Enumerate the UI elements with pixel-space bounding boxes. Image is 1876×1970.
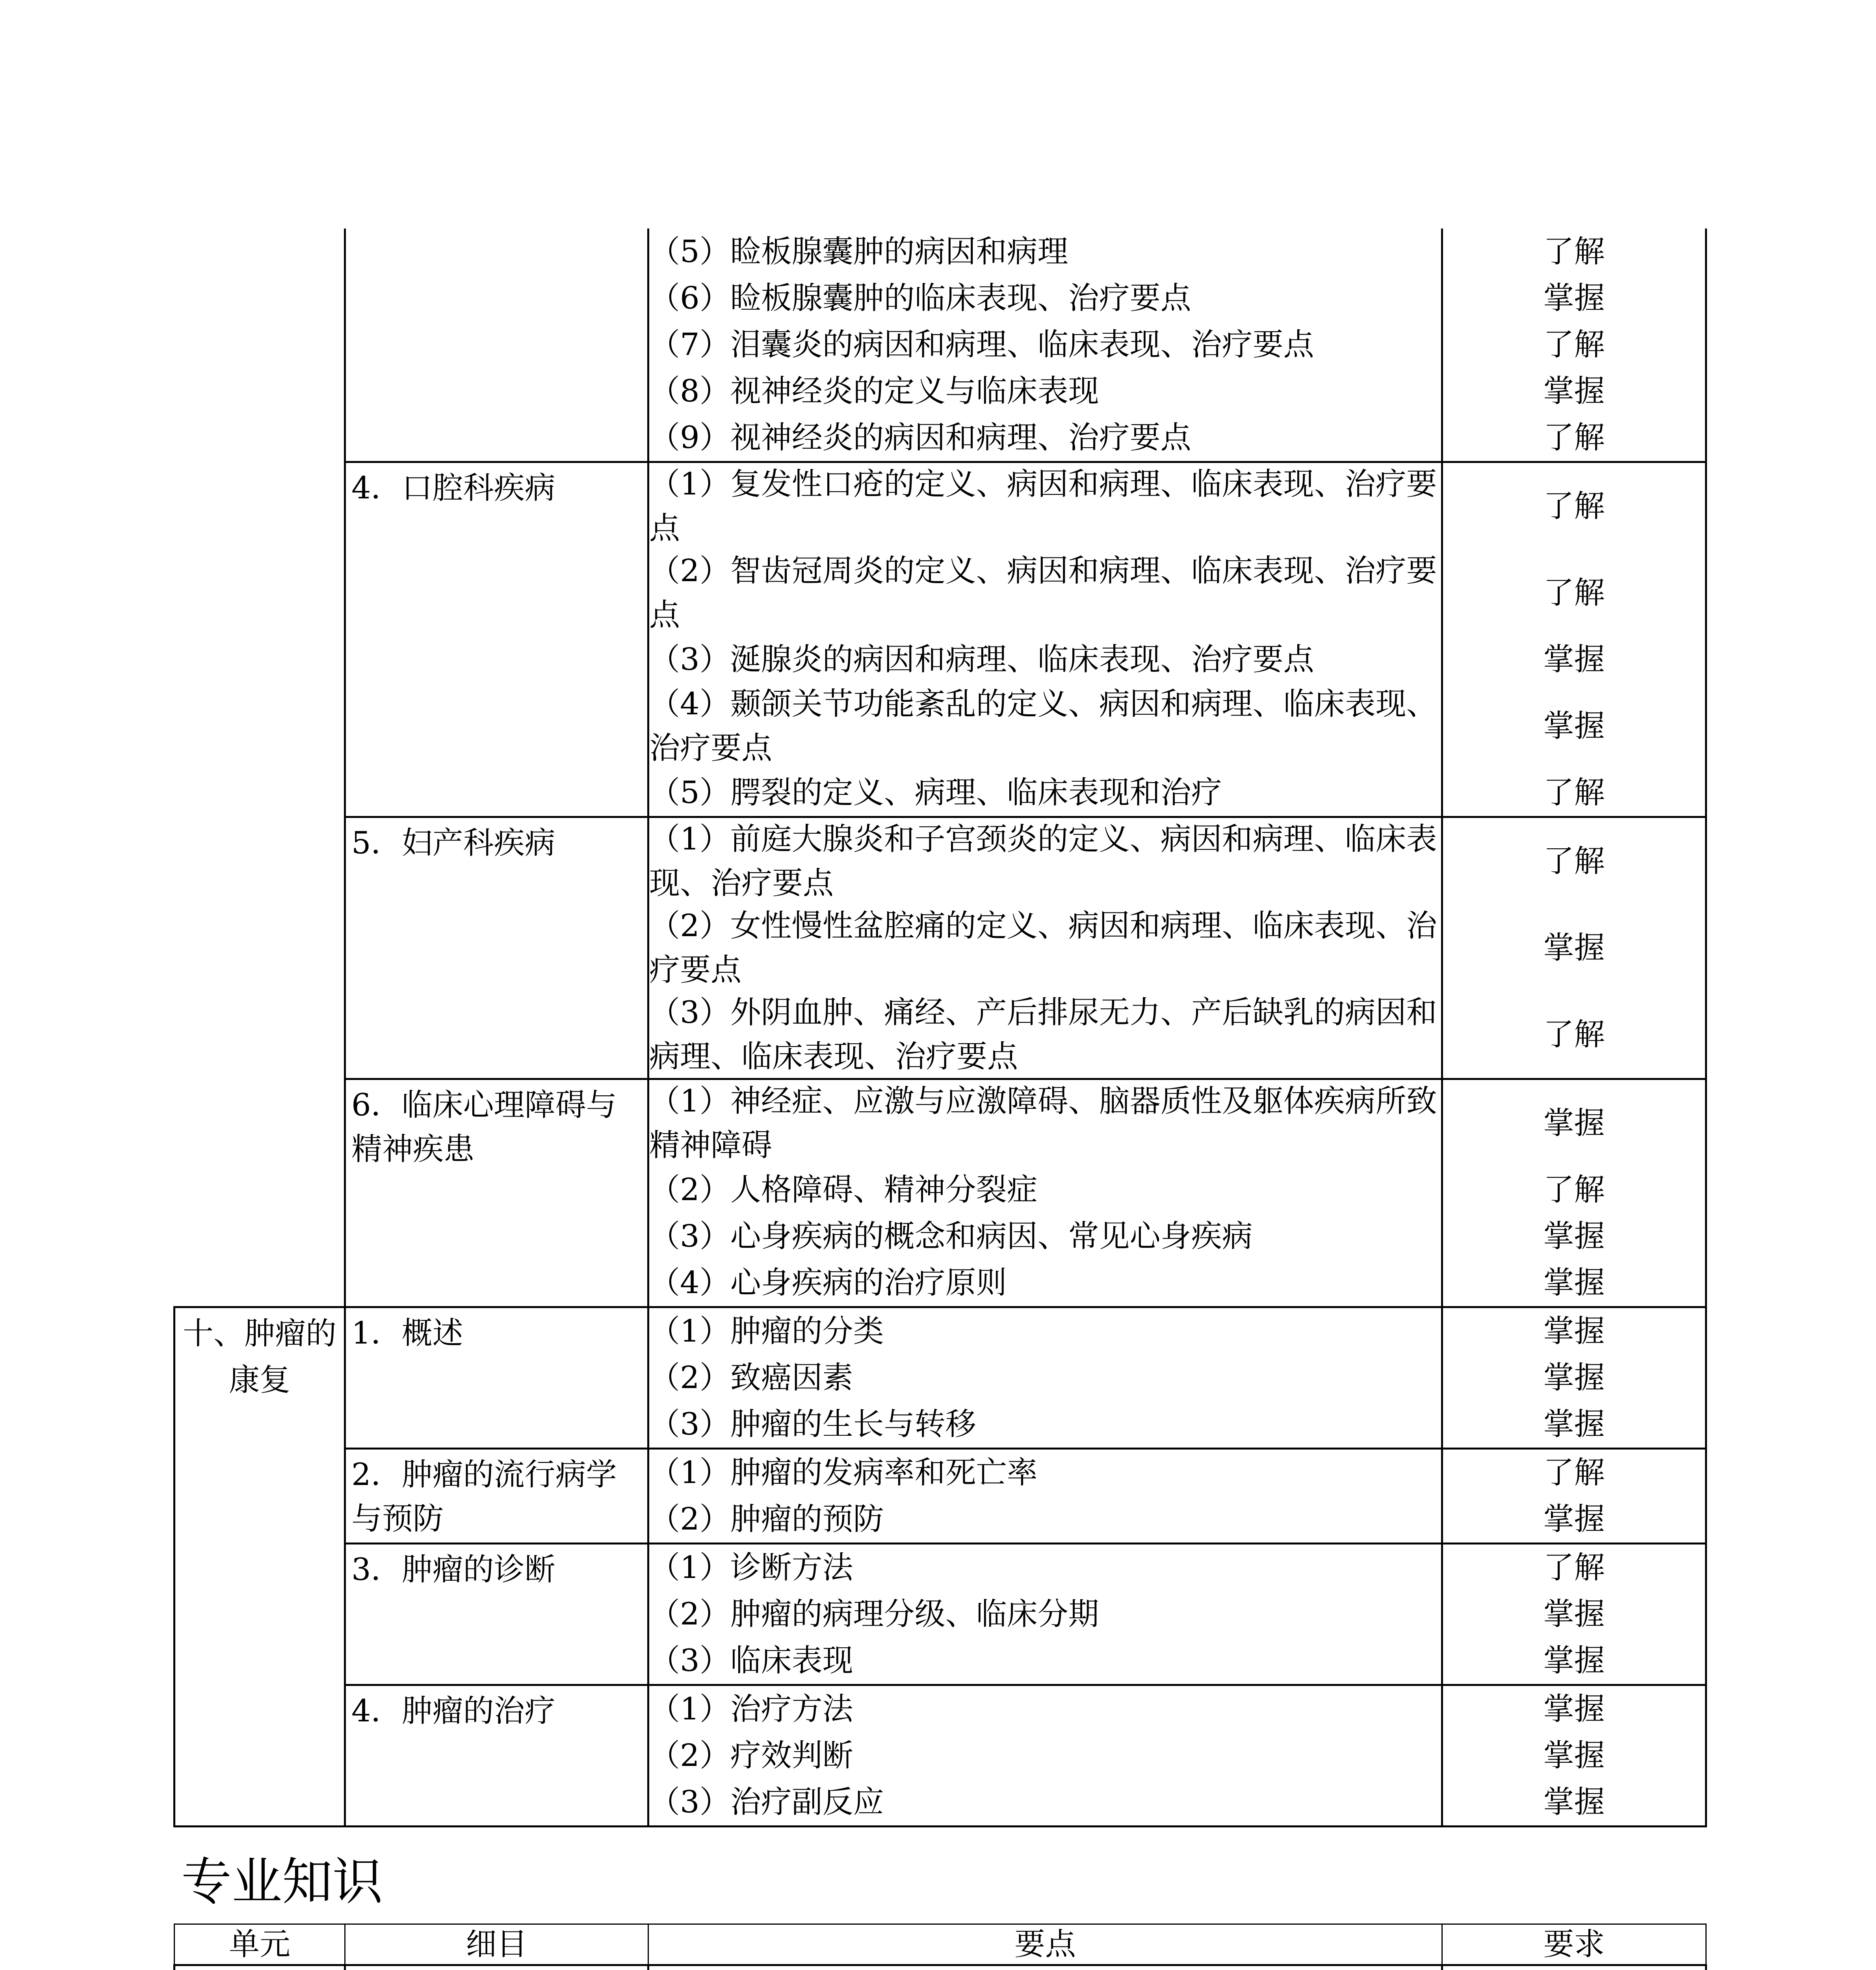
key-point-item: （3）涎腺炎的病因和病理、临床表现、治疗要点	[649, 642, 1314, 677]
key-point-item: （3）临床表现	[649, 1643, 853, 1678]
table-row	[175, 1307, 1706, 1449]
header-key-point: 要点	[648, 1924, 1442, 1965]
requirements-cell	[1442, 462, 1706, 817]
sub-item-cell	[345, 229, 648, 462]
key-point-item: （3）心身疾病的概念和病因、常见心身疾病	[649, 1219, 1253, 1254]
key-point-item: （1）复发性口疮的定义、病因和病理、临床表现、治疗要点	[649, 466, 1437, 546]
key-point-item: （2）智齿冠周炎的定义、病因和病理、临床表现、治疗要点	[649, 553, 1437, 633]
requirement-item: 掌握	[1543, 1407, 1605, 1442]
sub-item-cell: 4．口腔科疾病	[345, 462, 648, 817]
key-point-item: （3）肿瘤的生长与转移	[649, 1407, 976, 1442]
requirement-item: 掌握	[1543, 1219, 1605, 1254]
sub-item-cell: 2．肿瘤的流行病学与预防	[345, 1449, 648, 1544]
key-point-item: （6）睑板腺囊肿的临床表现、治疗要点	[649, 281, 1191, 316]
requirement-item: 掌握	[1543, 374, 1605, 409]
unit-cell	[175, 1965, 345, 1970]
requirements-cell	[1442, 1544, 1706, 1685]
key-point-item: （3）外阴血肿、痛经、产后排尿无力、产后缺乳的病因和病理、临床表现、治疗要点	[649, 995, 1437, 1074]
key-point-item: （1）治疗方法	[649, 1691, 853, 1727]
requirements-cell	[1442, 1449, 1706, 1544]
requirements-cell	[1442, 1685, 1706, 1827]
key-points-cell	[648, 1544, 1442, 1685]
requirement-item: 掌握	[1543, 281, 1605, 316]
table-row	[175, 1965, 1706, 1970]
key-point-item: （2）女性慢性盆腔痛的定义、病因和病理、临床表现、治疗要点	[649, 908, 1437, 988]
key-point-item: （2）疗效判断	[649, 1738, 853, 1773]
key-point-item: （1）前庭大腺炎和子宫颈炎的定义、病因和病理、临床表现、治疗要点	[649, 821, 1437, 901]
unit-cell	[175, 229, 345, 1307]
requirement-item: 掌握	[1543, 1314, 1605, 1349]
requirement-item: 了解	[1543, 420, 1605, 455]
section-title: 专业知识	[181, 1853, 383, 1911]
requirement-item: 掌握	[1543, 1691, 1605, 1727]
key-point-item: （3）治疗副反应	[649, 1784, 884, 1820]
key-point-item	[649, 1966, 1441, 1970]
table1-body	[175, 229, 1706, 1827]
requirements-cell	[1442, 229, 1706, 462]
key-point-item: （4）颞颌关节功能紊乱的定义、病因和病理、临床表现、治疗要点	[649, 686, 1437, 766]
key-point-item: （5）睑板腺囊肿的病因和病理	[649, 234, 1068, 269]
requirement-item: 了解	[1543, 575, 1605, 611]
key-points-cell	[648, 1965, 1442, 1970]
requirement-item: 掌握	[1543, 1502, 1605, 1537]
requirement-item: 掌握	[1543, 642, 1605, 677]
key-point-item: （4）心身疾病的治疗原则	[649, 1265, 1007, 1301]
sub-item-cell	[345, 1965, 648, 1970]
key-points-cell	[648, 1307, 1442, 1449]
requirement-item: 了解	[1543, 1017, 1605, 1052]
key-point-item: （2）致癌因素	[649, 1360, 853, 1396]
header-sub-item: 细目	[345, 1924, 648, 1965]
table-row	[175, 1544, 1706, 1685]
requirement-item	[1443, 1966, 1705, 1970]
key-point-item: （5）腭裂的定义、病理、临床表现和治疗	[649, 775, 1222, 810]
key-point-item: （7）泪囊炎的病因和病理、临床表现、治疗要点	[649, 327, 1314, 362]
requirement-item: 了解	[1543, 234, 1605, 269]
sub-item-cell: 1．概述	[345, 1307, 648, 1449]
table2-body	[175, 1965, 1706, 1970]
requirements-cell	[1442, 1307, 1706, 1449]
key-point-item: （1）肿瘤的分类	[649, 1314, 884, 1349]
header-requirement: 要求	[1442, 1924, 1706, 1965]
requirement-item: 掌握	[1543, 1738, 1605, 1773]
requirements-cell	[1442, 817, 1706, 1079]
requirement-item: 了解	[1543, 844, 1605, 879]
key-point-item: （9）视神经炎的病因和病理、治疗要点	[649, 420, 1191, 455]
sub-item-cell: 4．肿瘤的治疗	[345, 1685, 648, 1827]
requirement-item: 掌握	[1543, 1265, 1605, 1301]
requirements-cell	[1442, 1965, 1706, 1970]
sub-item-cell: 3．肿瘤的诊断	[345, 1544, 648, 1685]
table-row	[175, 229, 1706, 462]
requirement-item: 了解	[1543, 1455, 1605, 1491]
key-points-cell	[648, 1685, 1442, 1827]
key-points-cell	[648, 1079, 1442, 1307]
key-point-item: （2）人格障碍、精神分裂症	[649, 1172, 1038, 1208]
key-points-cell	[648, 229, 1442, 462]
requirement-item: 掌握	[1543, 1106, 1605, 1141]
key-point-item: （1）神经症、应激与应激障碍、脑器质性及躯体疾病所致精神障碍	[649, 1084, 1437, 1163]
requirement-item: 掌握	[1543, 1360, 1605, 1396]
sub-item-cell: 6．临床心理障碍与精神疾患	[345, 1079, 648, 1307]
table-row	[175, 1685, 1706, 1827]
key-points-cell	[648, 462, 1442, 817]
table-row	[175, 1079, 1706, 1307]
key-point-item: （1）诊断方法	[649, 1550, 853, 1585]
sub-item-cell: 5．妇产科疾病	[345, 817, 648, 1079]
syllabus-table-continued	[173, 229, 1707, 1827]
key-point-item: （8）视神经炎的定义与临床表现	[649, 374, 1099, 409]
key-points-cell	[648, 817, 1442, 1079]
requirement-item: 了解	[1543, 327, 1605, 362]
requirement-item: 了解	[1543, 1172, 1605, 1208]
key-point-item: （2）肿瘤的病理分级、临床分期	[649, 1596, 1099, 1632]
key-points-cell	[648, 1449, 1442, 1544]
table-row	[175, 462, 1706, 817]
table-row	[175, 817, 1706, 1079]
professional-knowledge-table	[173, 1924, 1707, 1970]
key-point-item: （2）肿瘤的预防	[649, 1502, 884, 1537]
header-unit: 单元	[175, 1924, 345, 1965]
unit-cell: 十、肿瘤的康复	[175, 1307, 345, 1827]
requirement-item: 了解	[1543, 489, 1605, 524]
requirement-item: 掌握	[1543, 930, 1605, 966]
requirements-cell	[1442, 1079, 1706, 1307]
table-row	[175, 1449, 1706, 1544]
key-point-item: （1）肿瘤的发病率和死亡率	[649, 1455, 1038, 1491]
requirement-item: 掌握	[1543, 1643, 1605, 1678]
requirement-item: 掌握	[1543, 708, 1605, 744]
table-header-row	[175, 1924, 1706, 1965]
requirement-item: 掌握	[1543, 1596, 1605, 1632]
requirement-item: 掌握	[1543, 1784, 1605, 1820]
requirement-item: 了解	[1543, 775, 1605, 810]
requirement-item: 了解	[1543, 1550, 1605, 1585]
